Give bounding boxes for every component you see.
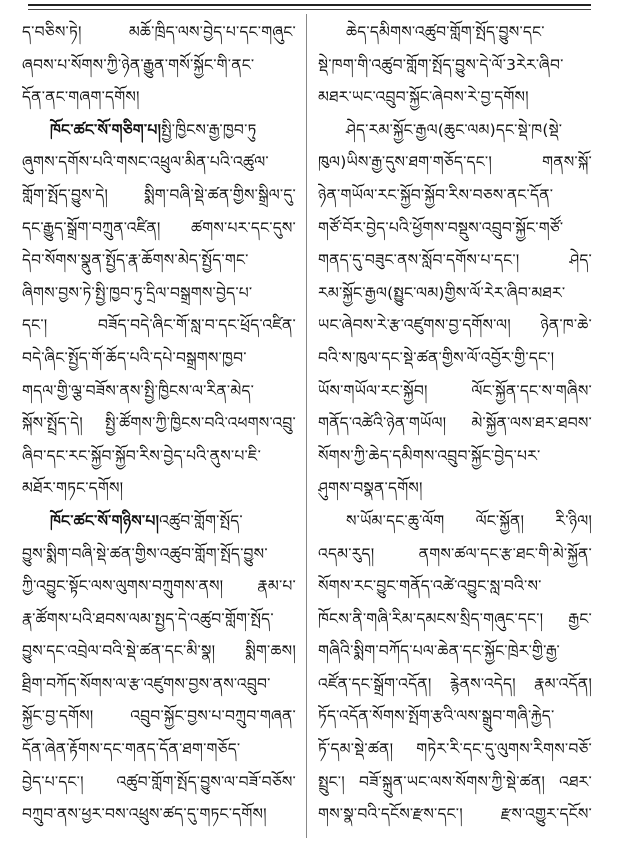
section-heading: ཁོང་ཚང་སོ་གཅིག་པ། (50, 120, 162, 139)
text-line: བྱུས་སྨིག་བཞི་སྡེ་ཚན་གྱིས་འཚུབ་གློག་སྤོད་བྱུས་ (22, 544, 268, 563)
text-line: ཡང་ཞེབས་རེ་རྩ་འཛུགས་བྱ་དགོས་ལ། ཉེན་ཁ་ཆེ་ (318, 316, 592, 335)
text-line: དོན་ཞེན་རྟོགས་དང་གནད་དོན་ཐག་གཅོད་ (22, 740, 241, 759)
text-line: གདལ་གྱི་ལྕ་བཟོས་ནས་སྤྱི་ཁྱིངས་ལ་རིན་མེད་ (22, 381, 255, 400)
article-section (22, 114, 296, 505)
text-line: ཁུལ)ཡིས་རྒྱ་དུས་ཐག་གཅོད་དང་། གནས་སྐོ་ (318, 153, 592, 172)
text-line: ཞབས་པ་སོགས་ཀྱི་ཉེན་རྒྱུན་གསོ་སྐྱོང་གི་ནང་ (22, 55, 255, 74)
text-line: འདམ་རུད། ནགས་ཚལ་དང་རྩ་ཐང་གི་མེ་སྐྱོན་ (318, 544, 592, 563)
text-line: མཐོར་གཏང་དགོས། (22, 479, 124, 498)
text-line: དང་། བཟོད་བདེ་ཞིང་གོ་སླ་བ་དང་ཕྲོད་འཛིན་ (22, 316, 296, 335)
text-line: རམ་སྐྱོང་རྒྱལ(སྤྱུང་ལམ)གྱིས་ལོ་རེར་ཞིབ་མཐར་ (318, 283, 566, 302)
section-first-line (22, 505, 296, 538)
paragraph (318, 505, 592, 831)
text-line: འཛོན་དང་སྒྲོག་འདོན། རྙེནས་འདེད། རྣམ་འདོན། (318, 674, 592, 693)
text-line: བའི་ས་ཁུལ་དང་སྡེ་ཚན་གྱིས་ལོ་འབྱོར་གྱི་དང་། (318, 348, 555, 367)
text-line: ཤེད་རམ་སྐྱོང་རྒྱལ(ཆུང་ལམ)དང་སྡེ་ཁ(སྡེ་ (346, 120, 563, 139)
top-rule-thin (28, 9, 591, 10)
paragraph (318, 16, 592, 114)
text-line: ཏོད་འདོན་སོགས་སྤོག་རྩའི་ལས་སྒྲུབ་གཞི་རྐྱེད་ (318, 707, 555, 726)
left-column (22, 16, 296, 838)
text-line: གས་སྣ་བའི་དངོས་རྫས་དང་། རྫས་འགྱུར་དངོས་ (318, 805, 592, 824)
text-line: དོན་ནང་གཞག་དགོས། (22, 88, 140, 107)
paragraph (22, 16, 296, 114)
text-line: ཉེན་གཡོལ་རང་སྐྱོབ་སྐྱོབ་རིས་བཅས་ནང་དོན་ (318, 185, 554, 204)
text-line: བདེ་ཞིང་སྤྱོད་གོ་ཆོད་པའི་དཔེ་བསྒྲགས་ཁྱབ་ (22, 348, 247, 367)
text-line: ད་བཅིས་ཏེ། མཆོ་ཁྲིད་ལས་བྱེད་པ་དང་གཞུང་ (22, 23, 296, 41)
text-line: དེབ་སོགས་སྣུན་སྤྱོད་རྣ་ཆོགས་མེད་སྤྱོད་གང་ (22, 251, 249, 270)
top-rule-thick (28, 4, 591, 6)
text-line: གནོད་འཚེའི་ཉེན་གཡོལ། མེ་སྐྱོན་ལས་ཐར་ཐབས་ (318, 414, 592, 433)
article-section (22, 505, 296, 831)
section-heading: ཁོང་ཚང་སོ་གཉིས་པ། (50, 511, 160, 530)
text-line: གློག་སྤོད་བྱུས་དེ། སྨིག་བཞི་སྡེ་ཚན་གྱིས་སྒྲིལ་དུ་ (22, 185, 296, 204)
text-line: གཞིའི་སྨིག་བཀོད་པལ་ཆེན་དང་སྐྱོང་ཁྲེར་གྱི་རྒྱ་ (318, 642, 560, 661)
text-run: སྤྱི་ཁྱིངས་རྒྱ་ཁྱབ་ཏུ (161, 120, 257, 139)
column-divider (306, 14, 307, 838)
text-run: འཚུབ་གློག་སྤོད་ (159, 511, 243, 530)
text-line: བྱེད་པ་དང་། འཚུབ་གློག་སྤོད་བྱུས་ལ་བཟོ་བཅོས་ (22, 772, 296, 791)
text-line: ཞིགས་བྱས་ཏེ་སྤྱི་ཁྱབ་ཏུ་དྲིལ་བསྒྲགས་བྱེད་པ་ (22, 283, 253, 302)
text-line: ཐྲིག་བཀོད་སོགས་ལ་རྩ་འཛུགས་བྱས་ནས་འབྲུབ་ (22, 674, 271, 693)
text-line: སྤྲུང་། བཟོ་སྐྲུན་ཡང་ལས་སོགས་ཀྱི་སྡེ་ཚན། འཐར་ (318, 772, 592, 791)
text-line: བྱུས་དང་འབྲེལ་བའི་སྡེ་ཚན་དང་མི་སྣ། སྨིག་ཆས། (22, 642, 296, 661)
text-line: ཞུགས་དགོས་པའི་གསང་འཕྲུལ་མིན་པའི་འཚུལ་ (22, 153, 269, 172)
text-line: བཀྲུབ་ནས་ཕྱར་བས་འཕྲུས་ཚད་དུ་གཏང་དགོས། (22, 805, 267, 824)
text-line: གཙོ་བོར་བྱེད་པའི་ཕྱོགས་བསྡུས་འབྲུབ་སྐྱོང་གཙོ་ (318, 218, 564, 237)
text-line: གནད་དུ་བཟུང་ནས་སློབ་དགོས་པ་དང་། ཤེད་ (318, 251, 592, 270)
paragraph (318, 114, 592, 505)
text-line: ཀྱི་འབྱུང་སྟོང་ལས་ལུགས་བཀྲུགས་ནས། རྣམ་པ་ (22, 577, 296, 596)
text-line: ཏོ་དམ་སྡེ་ཚན། གཏེར་རི་དང་དུ་ལུགས་རིགས་བཅོ་ (318, 740, 592, 759)
text-line: དང་རྒྱུད་སྒྲོག་བཀྲུན་འཛིན། ཚགས་པར་དང་དུས་ (22, 218, 296, 237)
text-line: སྐྱོང་བྱ་དགོས། འབྲུབ་སྐྱོང་བྱས་པ་བཀྲུབ་གཞན་ (22, 707, 296, 726)
text-line: སྡེ་ཁག་གི་འཚུབ་གློག་སྤོད་བྱུས་དེ་ལོ་3རེར་ཞིབ་ (318, 55, 564, 74)
section-first-line (22, 114, 296, 147)
text-line: སྐོས་སྤྲོད་དེ། སྤྱི་ཚོགས་ཀྱི་ཁྱིངས་བའི་འཕགས་འབྲུ་ (22, 414, 296, 433)
text-line: སོགས་ཀྱི་ཆེད་དམིགས་འབྲུབ་སྐྱོང་བྱེད་པར་ (318, 446, 541, 465)
text-line: ཡོས་གཡོལ་རང་སྐྱོབ། ལོང་སྐྱོན་དང་ས་གཞིས་ (318, 381, 592, 400)
text-line: ཞིབ་དང་རང་སྐྱོབ་སྐྱོབ་རིས་བྱེད་པའི་ནུས་པ་ཇི་ (22, 446, 262, 465)
text-line: སོགས་རང་བྱུང་གནོད་འཚེ་འབྱུང་སླ་བའི་ས་ (318, 577, 542, 596)
right-column (318, 16, 592, 838)
text-line: ཆེད་དམིགས་འཚུབ་གློག་སྤོད་བྱུས་དང་ (346, 23, 545, 41)
text-line: རྣ་ཚོགས་པའི་ཐབས་ལམ་སྤྱད་དེ་འཚུབ་གློག་སྤོད་ (22, 609, 274, 628)
text-line: ས་ཡོམ་དང་ཆུ་ལོག ལོང་སྐྱོན། རི་ཉིལ། (346, 511, 592, 530)
text-line: ཤུགས་བསྣན་དགོས། (318, 479, 423, 498)
text-line: མཐར་ཡང་འབྲུབ་སྐྱོང་ཞེབས་རེ་བྱ་དགོས། (318, 88, 529, 107)
text-line: ཁོངས་ནི་གཞི་རིམ་དམངས་སྲིད་གཞུང་དང་། རྒྱང་ (318, 609, 592, 628)
